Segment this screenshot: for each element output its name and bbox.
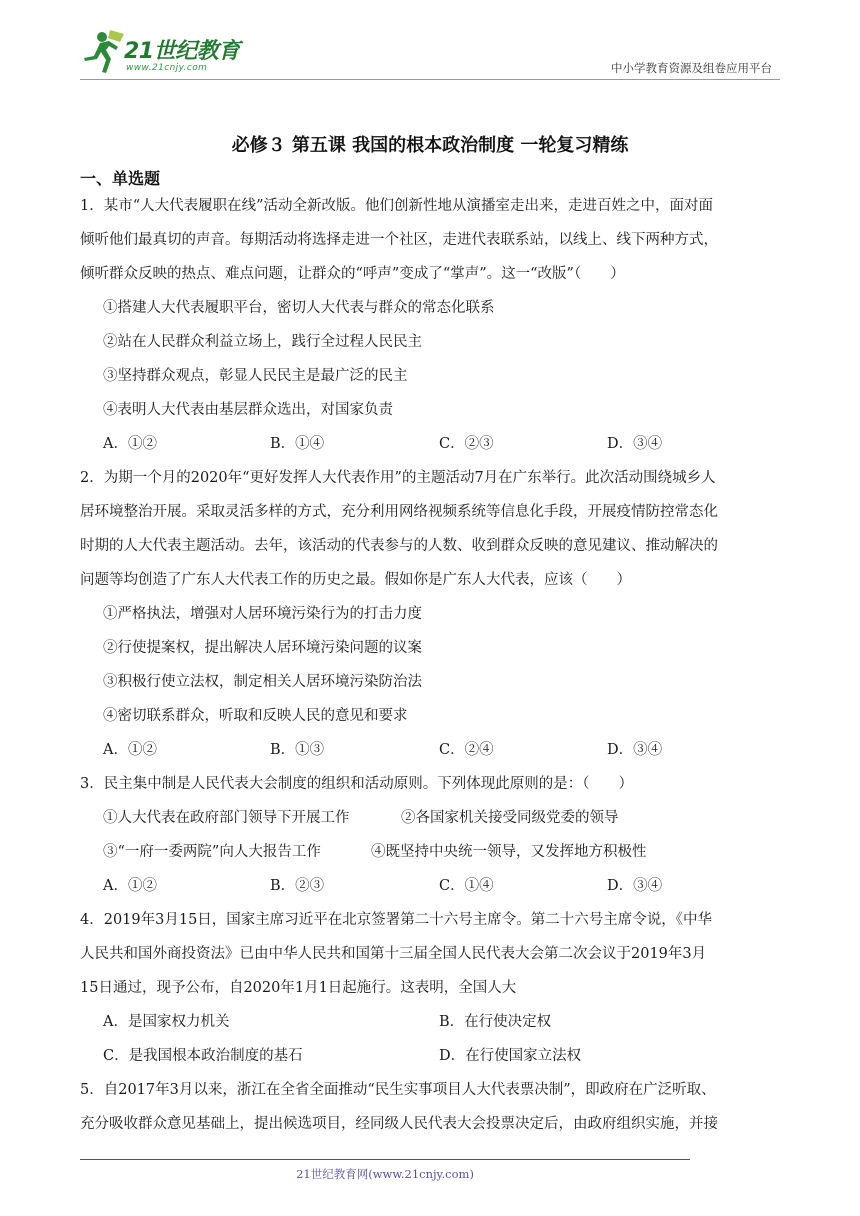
logo-url: www.21cnjy.com <box>126 63 208 73</box>
question-4-text: 15日通过，现予公布，自2020年1月1日起施行。这表明，全国人大 <box>80 980 517 996</box>
question-2-option-c[interactable]: C．②④ <box>439 742 494 758</box>
page-title: 必修３ 第五课 我国的根本政治制度 一轮复习精练 <box>231 135 629 156</box>
footer-link[interactable]: 21世纪教育网(www.21cnjy.com) <box>296 1167 474 1181</box>
question-2-option-b[interactable]: B．①③ <box>270 742 325 758</box>
site-logo[interactable] <box>80 28 250 78</box>
question-1-text: 倾听他们最真切的声音。每期活动将选择走进一个社区，走进代表联系站，以线上、线下两种方式， <box>80 232 718 248</box>
page-header <box>80 28 780 82</box>
question-2-statement: ④密切联系群众，听取和反映人民的意见和要求 <box>103 708 408 724</box>
question-1-statement: ④表明人大代表由基层群众选出，对国家负责 <box>103 402 393 418</box>
question-3-statement: ②各国家机关接受同级党委的领导 <box>401 810 619 826</box>
question-3-option-d[interactable]: D．③④ <box>607 878 663 894</box>
question-3-option-b[interactable]: B．②③ <box>270 878 325 894</box>
question-1-option-c[interactable]: C．②③ <box>439 436 494 452</box>
question-3-statement: ③“一府一委两院”向人大报告工作 <box>103 844 321 860</box>
question-2-text: 2．为期一个月的2020年“更好发挥人大代表作用”的主题活动7月在广东举行。此次活动围绕城乡人 <box>80 470 716 486</box>
question-2-statement: ①严格执法，增强对人居环境污染行为的打击力度 <box>103 606 422 622</box>
question-1-option-a[interactable]: A．①② <box>103 436 157 452</box>
question-4-text: 4．2019年3月15日，国家主席习近平在北京签署第二十六号主席令。第二十六号主席令说，《中华 <box>80 912 713 928</box>
question-4-option-d[interactable]: D．在行使国家立法权 <box>439 1048 582 1064</box>
question-1-text: 1．某市“人大代表履职在线”活动全新改版。他们创新性地从演播室走出来，走进百姓之中，面对面 <box>80 198 714 214</box>
logo-text: 21世纪教育 <box>124 39 240 64</box>
question-2-text: 问题等均创造了广东人大代表工作的历史之最。假如你是广东人大代表，应该（ ） <box>80 572 631 588</box>
question-3-text: 3．民主集中制是人民代表大会制度的组织和活动原则。下列体现此原则的是：（ ） <box>80 776 633 792</box>
question-4-option-c[interactable]: C．是我国根本政治制度的基石 <box>103 1048 303 1064</box>
question-3-option-c[interactable]: C．①④ <box>439 878 494 894</box>
question-2-text: 时期的人大代表主题活动。去年，该活动的代表参与的人数、收到群众反映的意见建议、推动解决的 <box>80 538 718 554</box>
question-1-statement: ②站在人民群众利益立场上，践行全过程人民民主 <box>103 334 422 350</box>
question-4-text: 人民共和国外商投资法》已由中华人民共和国第十三届全国人民代表大会第二次会议于2019年3月 <box>80 946 707 962</box>
runner-logo-icon <box>80 28 128 76</box>
platform-tagline: 中小学教育资源及组卷应用平台 <box>611 61 772 75</box>
question-2-text: 居环境整治开展。采取灵活多样的方式，充分利用网络视频系统等信息化手段，开展疫情防控常态化 <box>80 504 718 520</box>
question-3-statement: ④既坚持中央统一领导，又发挥地方积极性 <box>371 844 647 860</box>
question-2-option-d[interactable]: D．③④ <box>607 742 663 758</box>
question-4-option-b[interactable]: B．在行使决定权 <box>439 1014 552 1030</box>
question-1-statement: ①搭建人大代表履职平台，密切人大代表与群众的常态化联系 <box>103 300 495 316</box>
question-3-statement: ①人大代表在政府部门领导下开展工作 <box>103 810 350 826</box>
question-5-text: 充分吸收群众意见基础上，提出候选项目，经同级人民代表大会投票决定后，由政府组织实施，并接 <box>80 1116 718 1132</box>
question-4-option-a[interactable]: A．是国家权力机关 <box>103 1014 230 1030</box>
question-1-option-b[interactable]: B．①④ <box>270 436 325 452</box>
footer-divider <box>80 1159 690 1160</box>
question-1-text: 倾听群众反映的热点、难点问题，让群众的“呼声”变成了“掌声”。这一“改版”（ ） <box>80 266 625 282</box>
question-3-option-a[interactable]: A．①② <box>103 878 157 894</box>
section-heading: 一、单选题 <box>80 169 161 188</box>
header-divider <box>80 79 780 80</box>
question-5-text: 5．自2017年3月以来，浙江在全省全面推动“民生实事项目人大代表票决制”，即政府在广泛听取、 <box>80 1082 716 1098</box>
question-2-statement: ②行使提案权，提出解决人居环境污染问题的议案 <box>103 640 422 656</box>
question-1-statement: ③坚持群众观点，彰显人民民主是最广泛的民主 <box>103 368 408 384</box>
question-1-option-d[interactable]: D．③④ <box>607 436 663 452</box>
question-2-statement: ③积极行使立法权，制定相关人居环境污染防治法 <box>103 674 422 690</box>
question-2-option-a[interactable]: A．①② <box>103 742 157 758</box>
